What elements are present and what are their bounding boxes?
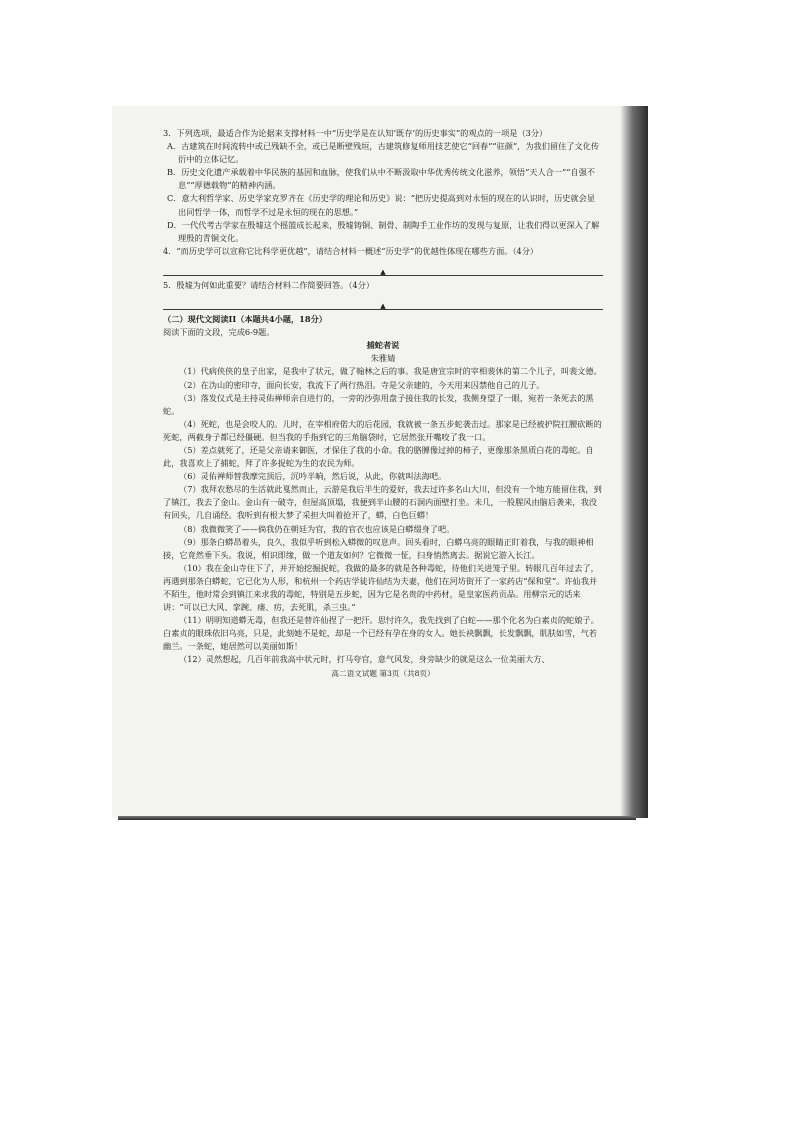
section-heading: （二）现代文阅读II（本题共4小题，18分） bbox=[163, 314, 327, 325]
answer-line-q5 bbox=[163, 292, 603, 310]
passage-author: 朱雅婧 bbox=[370, 353, 396, 364]
question-3-option-b: B．历史文化遗产承载着中华民族的基因和血脉，使我们从中不断汲取中华优秀传统文化滋养，领悟“天人合一”“自强不息”“厚德载物”的精神内涵。 bbox=[167, 167, 595, 191]
passage-paragraph: （8）我微微笑了——倘我仍在朝廷为官，我的官衣也应该是白蟒缀身了吧。 bbox=[179, 523, 455, 534]
question-3-option-a: A．古建筑在时间流转中或已残缺不全，或已是断壁残垣，古建筑修复师用技艺使它“回春”“驻颜”，为我们留住了文化传衍中的立体记忆。 bbox=[167, 141, 600, 165]
passage-paragraph: （9）那条白蟒昂着头，良久，我似乎听到松入蟒微的叹息声。回头看时，白蟒乌亮的眼睛正盯着我，与我的眼神相接，它竟然垂下头。我说，相识即缘，做一个道友如何？它微微一怔，扫身悄然离去。据说它游入长江。 bbox=[163, 536, 594, 560]
passage-title: 捕蛇者说 bbox=[366, 340, 400, 351]
passage-paragraph: （4）死蛇，也是会咬人的。儿时，在宰相府偌大的后花园，我就被一条五步蛇袭击过。那家是已经被护院扛腰砍断的死蛇，两截身子都已经僵硬。但当我的手指到它的三角脑袋时，它居然张开嘴咬了我一口。 bbox=[163, 418, 602, 442]
question-5-stem: 5．殷墟为何如此重要？请结合材料二作简要回答。（4分） bbox=[163, 279, 375, 290]
passage-paragraph: （1）代病侠侠的皇子出家，是我中了状元，做了翰林之后的事。我是唐宣宗时的宰相裴休的第二个儿子，叫裴文德。 bbox=[179, 366, 602, 377]
page-edge-shadow bbox=[620, 106, 648, 818]
page-bottom-edge bbox=[118, 816, 636, 820]
page-footer: 高二语文试题 第3页（共8页） bbox=[331, 668, 435, 678]
question-3-option-c: C．意大利哲学家、历史学家克罗齐在《历史学的理论和历史》说：“把历史提高到对永恒的现在的认识时，历史就会显出同哲学一体，而哲学不过是永恒的现在的思想。” bbox=[167, 193, 596, 217]
answer-line-q4 bbox=[163, 258, 603, 276]
exam-content bbox=[163, 127, 603, 680]
section-instruction: 阅读下面的文段，完成6-9题。 bbox=[163, 327, 275, 338]
passage-paragraph: （11）明明知道蟒无毒，但我还是替许仙捏了一把汗。思忖许久，我先找到了白蛇——那个化名为白素贞的蛇娘子。白素贞的眼珠依旧乌亮，只是，此刻她不是蛇，却是一个已经有孕在身的女人。她长袂飘飘，长发飘飘，肌肤如雪，气若幽兰。一条蛇，她居然可以美丽如斯！ bbox=[163, 615, 599, 652]
passage-paragraph: （10）我在金山寺住下了，并开始挖掘捉蛇，我做的最多的就是各种毒蛇，待他们关进笼子里。转眼几百年过去了，再遇到那条白蟒蛇，它已化为人形，和杭州一个药店学徒许仙结为夫妻，他们在河坊街开了一家药店“保和堂”。许仙我并不陌生，他时常会到镇江来求我的毒蛇，特别是五步蛇，因为它是名贵的中药材，是皇家医药贡品。用柳宗元的话来讲：“可以已大风、挛踠、瘘、疠，去死肌，杀三虫。” bbox=[163, 562, 599, 613]
passage-paragraph: （2）在沩山的密印寺，面向长安，我流下了两行热泪。寺是父亲建的，今天用来囚禁他自己的儿子。 bbox=[179, 379, 545, 390]
question-4-stem: 4．“而历史学可以宣称它比科学更优越”，请结合材料一概述“历史学”的优越性体现在哪些方面。（4分） bbox=[163, 245, 539, 256]
answer-marker-icon: ▲ bbox=[380, 267, 386, 276]
passage-paragraph: （12）灵然想起，几百年前我高中状元时，打马夸官，意气风发，身旁缺少的就是这么一位美丽大方、 bbox=[179, 654, 550, 665]
passage-paragraph: （5）差点就死了，还是父亲请来御医，才保住了我的小命。我的胳膊像过掉的柿子，更像那条黑质白花的毒蛇。自此，我喜欢上了捕蛇，拜了许多捉蛇为生的农民为师。 bbox=[163, 444, 594, 469]
passage-paragraph: （7）我拜农愁尽的生活就此戛然而止，云游是我后半生的爱好，我去过许多名山大川，但没有一个地方能留住我，到了镇江，我去了金山。金山有一破寺，但屋高顶塌，我便到半山腰的石洞内面壁打坐。未几，一股腥风由脑后袭来，我没有回头，几自诵经。我听到有根大梦了采担大叫着抢开了，蟒，白色巨蟒！ bbox=[163, 484, 602, 521]
page-margin bbox=[648, 106, 662, 818]
question-3-option-d: D．一代代考古学家在殷墟这个摇篮成长起来，殷墟铸铜、制骨、制陶手工业作坊的发现与复原，让我们得以更深入了解理殷的青铜文化。 bbox=[167, 219, 600, 243]
passage-paragraph: （3）落发仪式是主持灵佑禅师亲自进行的，一旁的沙弥用盘子接住我的长发，我侧身望了一眼，宛若一条死去的黑蛇。 bbox=[163, 392, 594, 416]
passage-paragraph: （6）灵佑禅师替我摩完顶后，沉吟半晌，然后说，从此，你就叫法海吧。 bbox=[179, 471, 447, 482]
question-3-stem: 3．下列选项，最适合作为论据来支撑材料一中“历史学是在认知‘既存’的历史事实”的观点的一项是（3分） bbox=[163, 128, 548, 138]
answer-marker-icon: ▲ bbox=[380, 302, 386, 311]
